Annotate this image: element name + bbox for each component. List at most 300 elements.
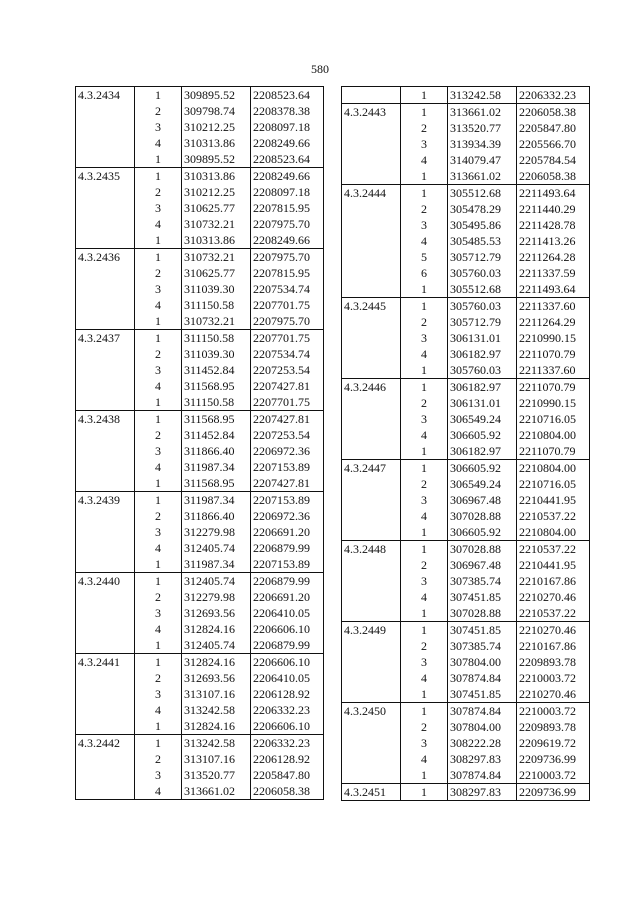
parcel-id-cell [342,395,401,411]
point-number-cell: 2 [401,395,448,411]
y-coordinate-cell: 2207427.81 [251,378,324,394]
y-coordinate-cell: 2207975.70 [251,216,324,232]
x-coordinate-cell: 311866.40 [182,508,251,524]
x-coordinate-cell: 308297.83 [448,751,517,767]
y-coordinate-cell: 2211440.29 [517,201,590,217]
table-row [76,265,324,281]
x-coordinate-cell: 313661.02 [448,168,517,185]
table-row [342,751,590,767]
parcel-id-cell: 4.3.2441 [76,654,135,671]
y-coordinate-cell: 2210167.86 [517,573,590,589]
x-coordinate-cell: 307804.00 [448,654,517,670]
table-row [76,313,324,330]
y-coordinate-cell: 2206332.23 [251,735,324,752]
x-coordinate-cell: 313661.02 [448,104,517,121]
point-number-cell: 1 [401,298,448,315]
y-coordinate-cell: 2207701.75 [251,297,324,313]
x-coordinate-cell: 309895.52 [182,87,251,104]
y-coordinate-cell: 2210990.15 [517,330,590,346]
x-coordinate-cell: 305512.68 [448,185,517,202]
x-coordinate-cell: 311150.58 [182,330,251,347]
point-number-cell: 1 [135,151,182,168]
y-coordinate-cell: 2211428.78 [517,217,590,233]
x-coordinate-cell: 309895.52 [182,151,251,168]
table-row [342,265,590,281]
x-coordinate-cell: 310212.25 [182,119,251,135]
table-row [76,103,324,119]
parcel-id-cell [342,87,401,104]
point-number-cell: 1 [135,637,182,654]
point-number-cell: 1 [401,362,448,379]
parcel-id-cell [76,378,135,394]
point-number-cell: 3 [401,573,448,589]
point-number-cell: 3 [135,524,182,540]
x-coordinate-cell: 313520.77 [182,767,251,783]
parcel-id-cell: 4.3.2447 [342,460,401,477]
y-coordinate-cell: 2211493.64 [517,281,590,298]
parcel-id-cell [76,313,135,330]
point-number-cell: 4 [401,751,448,767]
table-row [342,460,590,477]
parcel-id-cell: 4.3.2442 [76,735,135,752]
table-row [342,589,590,605]
table-row [76,281,324,297]
parcel-id-cell [342,524,401,541]
table-row [342,330,590,346]
parcel-id-cell [76,394,135,411]
parcel-id-cell [76,200,135,216]
table-row [342,476,590,492]
coordinates-table-left [75,86,324,800]
x-coordinate-cell: 307028.88 [448,541,517,558]
y-coordinate-cell: 2208097.18 [251,184,324,200]
x-coordinate-cell: 310625.77 [182,200,251,216]
point-number-cell: 1 [135,718,182,735]
x-coordinate-cell: 311987.34 [182,556,251,573]
x-coordinate-cell: 314079.47 [448,152,517,168]
point-number-cell: 3 [401,330,448,346]
parcel-id-cell [76,621,135,637]
parcel-id-cell [76,702,135,718]
x-coordinate-cell: 312824.16 [182,718,251,735]
x-coordinate-cell: 311452.84 [182,362,251,378]
table-row [76,443,324,459]
x-coordinate-cell: 311987.34 [182,459,251,475]
y-coordinate-cell: 2207815.95 [251,265,324,281]
point-number-cell: 3 [135,362,182,378]
point-number-cell: 3 [401,217,448,233]
parcel-id-cell [76,103,135,119]
parcel-id-cell: 4.3.2439 [76,492,135,509]
parcel-id-cell [76,297,135,313]
y-coordinate-cell: 2210441.95 [517,492,590,508]
y-coordinate-cell: 2209736.99 [517,751,590,767]
y-coordinate-cell: 2207153.89 [251,492,324,509]
parcel-id-cell [342,589,401,605]
table-row [342,379,590,396]
x-coordinate-cell: 306182.97 [448,443,517,460]
table-row [342,281,590,298]
y-coordinate-cell: 2206058.38 [251,783,324,800]
y-coordinate-cell: 2206410.05 [251,605,324,621]
parcel-id-cell [76,475,135,492]
y-coordinate-cell: 2210716.05 [517,411,590,427]
point-number-cell: 2 [135,346,182,362]
parcel-id-cell [342,217,401,233]
point-number-cell: 1 [135,87,182,104]
parcel-id-cell [342,233,401,249]
point-number-cell: 3 [135,605,182,621]
point-number-cell: 2 [401,476,448,492]
y-coordinate-cell: 2208523.64 [251,151,324,168]
table-row [76,297,324,313]
x-coordinate-cell: 305760.03 [448,265,517,281]
x-coordinate-cell: 312693.56 [182,670,251,686]
point-number-cell: 4 [401,670,448,686]
table-row [76,151,324,168]
x-coordinate-cell: 313242.58 [448,87,517,104]
x-coordinate-cell: 310313.86 [182,135,251,151]
parcel-id-cell [76,751,135,767]
y-coordinate-cell: 2206058.38 [517,168,590,185]
x-coordinate-cell: 307804.00 [448,719,517,735]
table-row [342,298,590,315]
table-row [342,217,590,233]
x-coordinate-cell: 313661.02 [182,783,251,800]
table-row [342,767,590,784]
point-number-cell: 4 [401,427,448,443]
table-row [76,573,324,590]
parcel-id-cell [76,637,135,654]
table-row [76,524,324,540]
x-coordinate-cell: 310732.21 [182,249,251,266]
point-number-cell: 4 [135,297,182,313]
y-coordinate-cell: 2210804.00 [517,427,590,443]
table-row [76,119,324,135]
y-coordinate-cell: 2209619.72 [517,735,590,751]
parcel-id-cell: 4.3.2437 [76,330,135,347]
parcel-id-cell [342,735,401,751]
y-coordinate-cell: 2206606.10 [251,718,324,735]
point-number-cell: 1 [401,168,448,185]
parcel-id-cell [76,443,135,459]
x-coordinate-cell: 311568.95 [182,411,251,428]
point-number-cell: 1 [401,443,448,460]
y-coordinate-cell: 2205566.70 [517,136,590,152]
table-row [342,314,590,330]
parcel-id-cell [76,605,135,621]
x-coordinate-cell: 311987.34 [182,492,251,509]
x-coordinate-cell: 311150.58 [182,297,251,313]
table-row [76,330,324,347]
table-row [76,605,324,621]
point-number-cell: 2 [135,508,182,524]
y-coordinate-cell: 2211264.28 [517,249,590,265]
x-coordinate-cell: 306605.92 [448,524,517,541]
y-coordinate-cell: 2207253.54 [251,362,324,378]
x-coordinate-cell: 310313.86 [182,168,251,185]
point-number-cell: 1 [401,767,448,784]
x-coordinate-cell: 305485.53 [448,233,517,249]
x-coordinate-cell: 306967.48 [448,492,517,508]
point-number-cell: 2 [401,719,448,735]
x-coordinate-cell: 311452.84 [182,427,251,443]
x-coordinate-cell: 311039.30 [182,346,251,362]
point-number-cell: 5 [401,249,448,265]
parcel-id-cell [342,767,401,784]
y-coordinate-cell: 2210990.15 [517,395,590,411]
y-coordinate-cell: 2207975.70 [251,313,324,330]
table-row [342,201,590,217]
parcel-id-cell [76,281,135,297]
point-number-cell: 4 [135,540,182,556]
y-coordinate-cell: 2206058.38 [517,104,590,121]
point-number-cell: 1 [401,379,448,396]
x-coordinate-cell: 307028.88 [448,508,517,524]
parcel-id-cell [76,589,135,605]
y-coordinate-cell: 2210716.05 [517,476,590,492]
y-coordinate-cell: 2206972.36 [251,508,324,524]
parcel-id-cell [342,751,401,767]
y-coordinate-cell: 2206879.99 [251,540,324,556]
point-number-cell: 3 [135,443,182,459]
y-coordinate-cell: 2211337.60 [517,298,590,315]
y-coordinate-cell: 2208523.64 [251,87,324,104]
parcel-id-cell [342,281,401,298]
point-number-cell: 3 [401,411,448,427]
y-coordinate-cell: 2207153.89 [251,556,324,573]
table-row [76,216,324,232]
table-row [76,232,324,249]
point-number-cell: 3 [135,119,182,135]
x-coordinate-cell: 310212.25 [182,184,251,200]
parcel-id-cell [342,605,401,622]
point-number-cell: 1 [401,541,448,558]
point-number-cell: 1 [401,784,448,801]
table-row [76,556,324,573]
point-number-cell: 2 [401,638,448,654]
parcel-id-cell [76,524,135,540]
table-row [76,411,324,428]
point-number-cell: 1 [135,475,182,492]
x-coordinate-cell: 306605.92 [448,460,517,477]
parcel-id-cell [342,411,401,427]
y-coordinate-cell: 2209736.99 [517,784,590,801]
y-coordinate-cell: 2208097.18 [251,119,324,135]
y-coordinate-cell: 2210537.22 [517,605,590,622]
point-number-cell: 2 [401,120,448,136]
table-row [76,249,324,266]
parcel-id-cell [342,346,401,362]
table-row [342,719,590,735]
parcel-id-cell: 4.3.2450 [342,703,401,720]
table-row [342,654,590,670]
y-coordinate-cell: 2206879.99 [251,637,324,654]
point-number-cell: 1 [135,492,182,509]
point-number-cell: 1 [135,168,182,185]
x-coordinate-cell: 310313.86 [182,232,251,249]
x-coordinate-cell: 305712.79 [448,314,517,330]
point-number-cell: 3 [401,492,448,508]
x-coordinate-cell: 306549.24 [448,476,517,492]
parcel-id-cell [342,443,401,460]
x-coordinate-cell: 305478.29 [448,201,517,217]
point-number-cell: 2 [401,557,448,573]
x-coordinate-cell: 311866.40 [182,443,251,459]
point-number-cell: 1 [135,573,182,590]
table-row [342,168,590,185]
table-row [76,427,324,443]
table-row [342,443,590,460]
point-number-cell: 1 [135,330,182,347]
table-row [342,104,590,121]
parcel-id-cell [342,120,401,136]
table-row [76,783,324,800]
table-row [342,573,590,589]
parcel-id-cell: 4.3.2435 [76,168,135,185]
parcel-id-cell: 4.3.2445 [342,298,401,315]
coordinates-table-right [341,86,590,801]
parcel-id-cell: 4.3.2451 [342,784,401,801]
parcel-id-cell [342,476,401,492]
x-coordinate-cell: 306182.97 [448,346,517,362]
y-coordinate-cell: 2206332.23 [517,87,590,104]
parcel-id-cell: 4.3.2449 [342,622,401,639]
table-row [76,362,324,378]
parcel-id-cell [342,201,401,217]
parcel-id-cell [76,427,135,443]
parcel-id-cell [76,362,135,378]
x-coordinate-cell: 306131.01 [448,395,517,411]
point-number-cell: 4 [135,378,182,394]
y-coordinate-cell: 2206879.99 [251,573,324,590]
point-number-cell: 2 [135,427,182,443]
y-coordinate-cell: 2210003.72 [517,703,590,720]
parcel-id-cell [342,573,401,589]
table-row [342,136,590,152]
table-row [76,751,324,767]
x-coordinate-cell: 307451.85 [448,622,517,639]
table-row [342,152,590,168]
y-coordinate-cell: 2208249.66 [251,135,324,151]
table-row [342,427,590,443]
x-coordinate-cell: 307028.88 [448,605,517,622]
point-number-cell: 1 [401,87,448,104]
point-number-cell: 4 [135,216,182,232]
point-number-cell: 2 [401,201,448,217]
x-coordinate-cell: 307874.84 [448,767,517,784]
x-coordinate-cell: 313107.16 [182,686,251,702]
x-coordinate-cell: 311568.95 [182,378,251,394]
point-number-cell: 3 [401,136,448,152]
y-coordinate-cell: 2211070.79 [517,379,590,396]
point-number-cell: 4 [135,459,182,475]
x-coordinate-cell: 307874.84 [448,670,517,686]
table-row [76,346,324,362]
point-number-cell: 3 [135,686,182,702]
table-row [342,362,590,379]
parcel-id-cell: 4.3.2446 [342,379,401,396]
table-row [76,702,324,718]
parcel-id-cell [76,540,135,556]
y-coordinate-cell: 2210441.95 [517,557,590,573]
x-coordinate-cell: 313934.39 [448,136,517,152]
parcel-id-cell [76,265,135,281]
x-coordinate-cell: 307385.74 [448,638,517,654]
parcel-id-cell [342,314,401,330]
table-row [342,686,590,703]
parcel-id-cell [342,670,401,686]
y-coordinate-cell: 2208249.66 [251,232,324,249]
point-number-cell: 2 [135,184,182,200]
parcel-id-cell [76,767,135,783]
parcel-id-cell [76,556,135,573]
y-coordinate-cell: 2210003.72 [517,767,590,784]
point-number-cell: 3 [135,200,182,216]
table-row [342,233,590,249]
point-number-cell: 4 [401,589,448,605]
parcel-id-cell [342,719,401,735]
table-row [342,120,590,136]
parcel-id-cell [342,492,401,508]
point-number-cell: 1 [401,524,448,541]
parcel-id-cell: 4.3.2438 [76,411,135,428]
x-coordinate-cell: 305760.03 [448,362,517,379]
x-coordinate-cell: 312693.56 [182,605,251,621]
y-coordinate-cell: 2208378.38 [251,103,324,119]
y-coordinate-cell: 2210270.46 [517,589,590,605]
point-number-cell: 3 [135,281,182,297]
x-coordinate-cell: 310625.77 [182,265,251,281]
table-row [76,378,324,394]
table-row [342,605,590,622]
table-body-left [76,87,324,800]
y-coordinate-cell: 2205784.54 [517,152,590,168]
parcel-id-cell [342,136,401,152]
x-coordinate-cell: 305495.86 [448,217,517,233]
y-coordinate-cell: 2207427.81 [251,475,324,492]
parcel-id-cell [342,654,401,670]
point-number-cell: 4 [135,621,182,637]
x-coordinate-cell: 311568.95 [182,475,251,492]
y-coordinate-cell: 2211337.59 [517,265,590,281]
point-number-cell: 4 [401,346,448,362]
x-coordinate-cell: 312279.98 [182,589,251,605]
y-coordinate-cell: 2207153.89 [251,459,324,475]
table-row [76,718,324,735]
point-number-cell: 1 [135,249,182,266]
parcel-id-cell: 4.3.2448 [342,541,401,558]
y-coordinate-cell: 2205847.80 [517,120,590,136]
point-number-cell: 2 [135,265,182,281]
y-coordinate-cell: 2211070.79 [517,346,590,362]
x-coordinate-cell: 308297.83 [448,784,517,801]
y-coordinate-cell: 2206606.10 [251,654,324,671]
table-row [76,654,324,671]
point-number-cell: 4 [135,702,182,718]
table-row [76,621,324,637]
parcel-id-cell [342,362,401,379]
point-number-cell: 1 [135,556,182,573]
y-coordinate-cell: 2207815.95 [251,200,324,216]
y-coordinate-cell: 2209893.78 [517,654,590,670]
parcel-id-cell [76,346,135,362]
table-row [342,622,590,639]
y-coordinate-cell: 2205847.80 [251,767,324,783]
y-coordinate-cell: 2206606.10 [251,621,324,637]
parcel-id-cell [76,232,135,249]
table-row [342,411,590,427]
